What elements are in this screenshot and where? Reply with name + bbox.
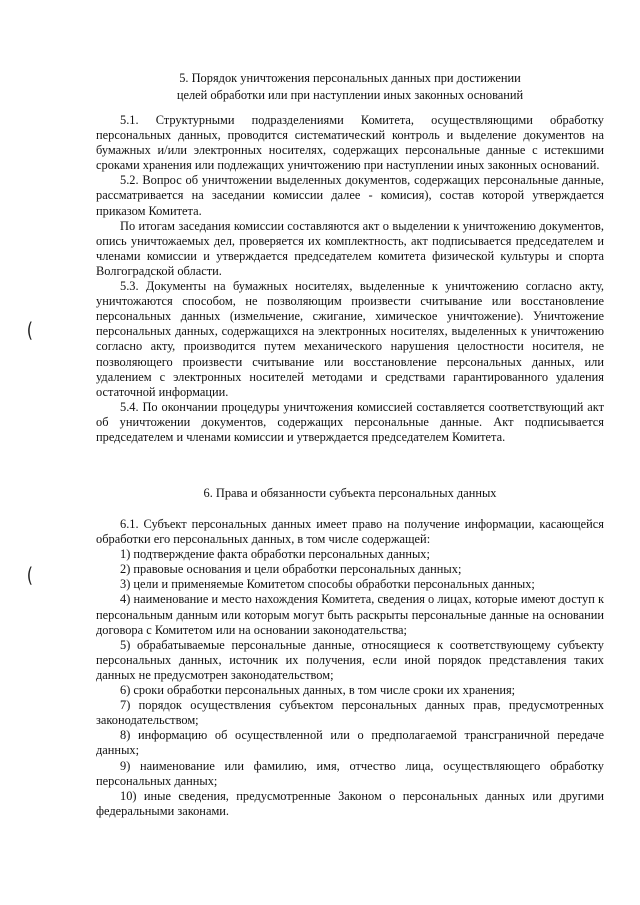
list-item: 8) информацию об осуществленной или о предполагаемой трансграничной передаче данных; — [96, 728, 604, 758]
section-5-title — [90, 70, 610, 103]
paragraph-5-1: 5.1. Структурными подразделениями Комитета, осуществляющими обработку персональных данных, проводится систематический контроль и выделение документов на бумажных и/или электронных носителях, содержащих персональные данные с истекшими сроками хранения или подлежащих уничтожению при наступлении иных законных оснований. — [96, 113, 604, 173]
section-5-title-line-1: 5. Порядок уничтожения персональных данных при достижении — [179, 71, 521, 85]
list-item: 5) обрабатываемые персональные данные, относящиеся к соответствующему субъекту персональных данных, источник их получения, если иной порядок представления таких данных не предусмотрен законодательством; — [96, 637, 604, 682]
paragraph-5-2-act: По итогам заседания комиссии составляются акт о выделении к уничтожению документов, опись уничтожаемых дел, проверяется их комплектность, акт подписывается председателем и членами комиссии и утверждается председателем комитета физической культуры и спорта Волгоградской области. — [96, 218, 604, 278]
list-item: 9) наименование или фамилию, имя, отчество лица, осуществляющего обработку персональных данных; — [96, 758, 604, 788]
paragraph-5-2: 5.2. Вопрос об уничтожении выделенных документов, содержащих персональные данные, рассматривается на заседании комиссии далее - комисия), состав которой утверждается приказом Комитета. — [96, 173, 604, 218]
list-item: 3) цели и применяемые Комитетом способы обработки персональных данных; — [120, 577, 535, 592]
punch-hole-icon: ( — [26, 563, 34, 587]
punch-hole-icon: ( — [26, 318, 34, 342]
list-item: 7) порядок осуществления субъектом персональных данных прав, предусмотренных законодательством; — [96, 698, 604, 728]
paragraph-6-1: 6.1. Субъект персональных данных имеет право на получение информации, касающейся обработки его персональных данных, в том числе содержащей: — [96, 517, 604, 547]
section-6-title-text: 6. Права и обязанности субъекта персональных данных — [203, 486, 497, 500]
section-5-body — [96, 113, 604, 445]
list-item: 1) подтверждение факта обработки персональных данных; — [120, 547, 430, 562]
list-item: 4) наименование и место нахождения Комитета, сведения о лицах, которые имеют доступ к персональным данным или которым могут быть раскрыты персональные данные на основании договора с Комитетом или на основании законодательства; — [96, 592, 604, 637]
section-6-title — [90, 485, 610, 502]
section-6-body — [96, 517, 604, 819]
list-item: 2) правовые основания и цели обработки персональных данных; — [120, 562, 462, 577]
list-item: 10) иные сведения, предусмотренные Законом о персональных данных или другими федеральными законами. — [96, 788, 604, 818]
section-5-title-line-2: целей обработки или при наступлении иных законных оснований — [176, 87, 524, 102]
list-item: 6) сроки обработки персональных данных, в том числе сроки их хранения; — [120, 683, 516, 698]
paragraph-5-4: 5.4. По окончании процедуры уничтожения комиссией составляется соответствующий акт об уничтожении документов, содержащих персональные данные. Акт подписывается председателем и членами комиссии и утверждается председателем Комитета. — [96, 399, 604, 444]
paragraph-5-3: 5.3. Документы на бумажных носителях, выделенные к уничтожению согласно акту, уничтожаются способом, не позволяющим произвести считывание или восстановление персональных данных (измельчение, сжигание, химическое уничтожение). Уничтожение персональных данных, содержащихся на электронных носителях, выделенных к уничтожению согласно акту, производится путем механического нарушения целостности носителя, не позволяющего произвести считывание или восстановление персональных данных, или удалением с электронных носителей методами и средствами гарантированного удаления остаточной информации. — [96, 279, 604, 399]
